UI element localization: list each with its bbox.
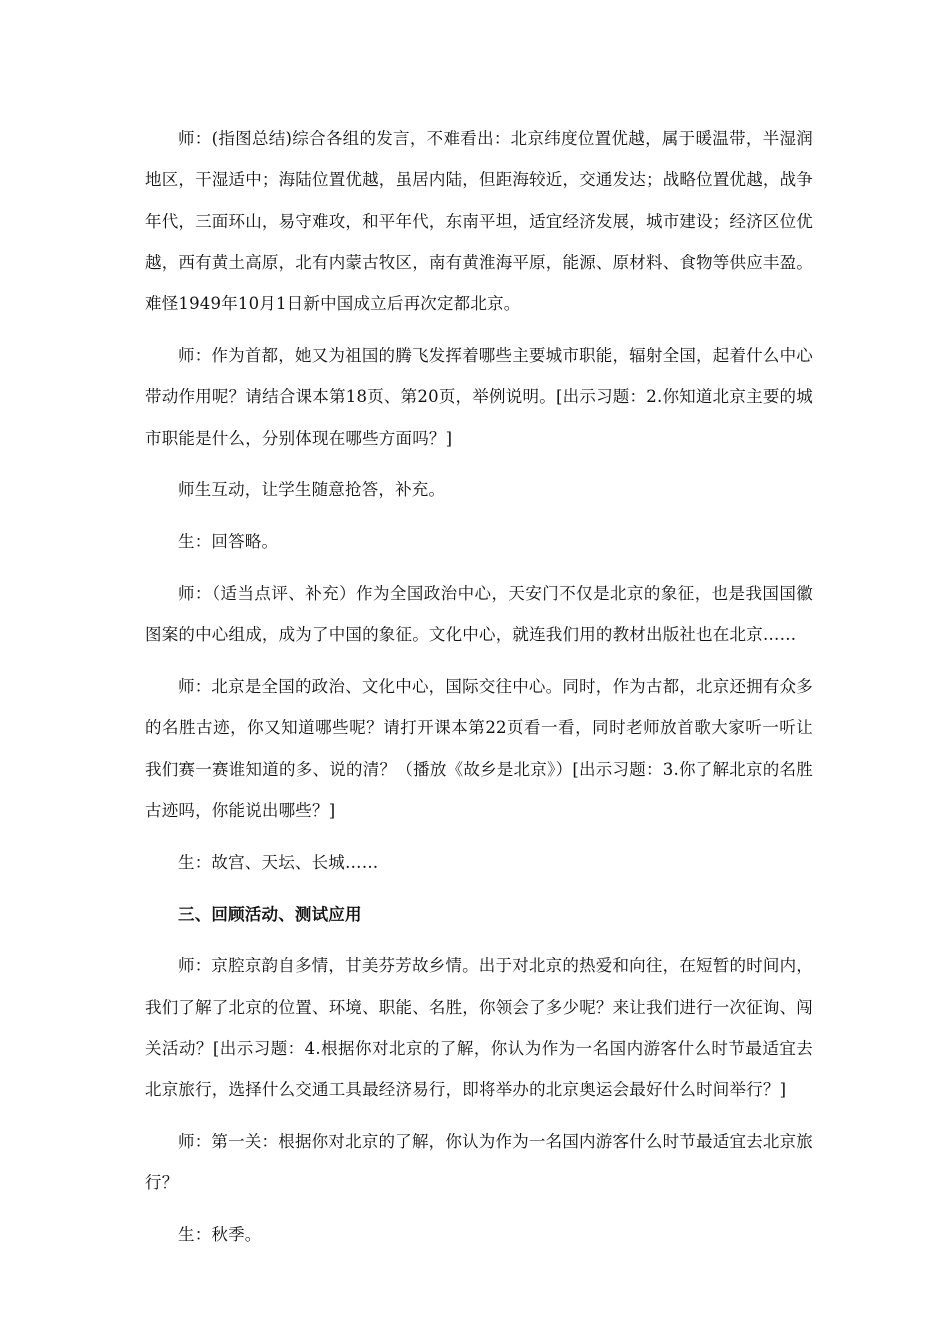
paragraph-student-landmarks: 生：故宫、天坛、长城…… <box>178 852 379 872</box>
paragraph-teacher-landmarks: 师：北京是全国的政治、文化中心，国际交往中心。同时，作为古都，北京还拥有众多的名胜古迹，你又知道哪些呢？请打开课本第22页看一看，同时老师放首歌大家听一听让我们赛一赛谁知道的多、说的清？（播放《故乡是北京》）[出示习题：3.你了解北京的名胜古迹吗，你能说出哪些？] <box>145 677 813 820</box>
section-heading: 三、回顾活动、测试应用 <box>178 904 362 924</box>
paragraph-interaction: 师生互动，让学生随意抢答，补充。 <box>178 480 446 500</box>
paragraph-teacher-level-one: 师：第一关：根据你对北京的了解，你认为作为一名国内游客什么时节最适宜去北京旅行？ <box>145 1132 813 1193</box>
paragraph-teacher-question-functions: 师：作为首都，她又为祖国的腾飞发挥着哪些主要城市职能，辐射全国，起着什么中心带动作用呢？请结合课本第18页、第20页，举例说明。[出示习题：2.你知道北京主要的城市职能是什么，分别体现在哪些方面吗？] <box>145 345 813 448</box>
paragraph-student-answer: 生：回答略。 <box>178 532 279 552</box>
paragraph-student-autumn: 生：秋季。 <box>178 1225 262 1245</box>
paragraph-teacher-review: 师：京腔京韵自多情，甘美芬芳故乡情。出于对北京的热爱和向往，在短暂的时间内，我们了解了北京的位置、环境、职能、名胜，你领会了多少呢？来让我们进行一次征询、闯关活动？[出示习题：4.根据你对北京的了解，你认为作为一名国内游客什么时节最适宜去北京旅行，选择什么交通工具最经济易行，即将举办的北京奥运会最好什么时间举行？] <box>145 956 813 1100</box>
document-body <box>145 118 813 1266</box>
paragraph-teacher-comment: 师：（适当点评、补充）作为全国政治中心，天安门不仅是北京的象征，也是我国国徽图案的中心组成，成为了中国的象征。文化中心，就连我们用的教材出版社也在北京…… <box>145 583 813 645</box>
paragraph-teacher-summary: 师：(指图总结)综合各组的发言，不难看出：北京纬度位置优越，属于暖温带，半湿润地区，干湿适中；海陆位置优越，虽居内陆，但距海较近，交通发达；战略位置优越，战争年代，三面环山，易守难攻，和平年代，东南平坦，适宜经济发展，城市建设；经济区位优越，西有黄土高原，北有内蒙古牧区，南有黄淮海平原，能源、原材料、食物等供应丰盈。难怪1949年10月1日新中国成立后再次定都北京。 <box>145 129 813 314</box>
